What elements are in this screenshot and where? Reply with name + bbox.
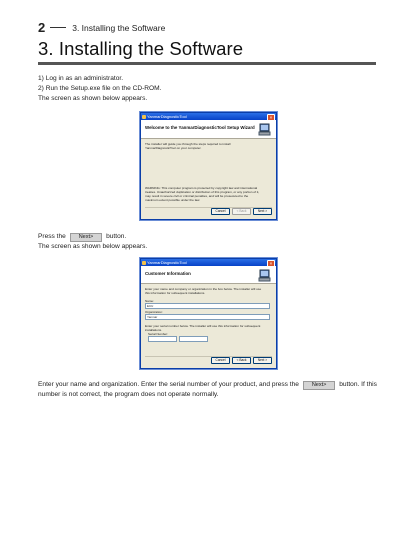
- header-rule: [50, 27, 66, 28]
- dialog-buttons: [211, 208, 272, 215]
- name-label: Name:: [145, 299, 154, 303]
- setup-welcome-dialog: [140, 112, 277, 220]
- step-2: 2) Run the Setup.exe file on the CD-ROM.: [38, 85, 162, 92]
- final-text-after: button. If this number is not correct, the program does not operate normally.: [38, 381, 377, 398]
- dialog-body: [141, 139, 276, 205]
- cancel-button[interactable]: Cancel: [211, 208, 230, 215]
- final-text-before: Enter your name and organization. Enter the serial number of your product, and press the: [38, 381, 299, 388]
- header-section: 3. Installing the Software: [72, 22, 166, 33]
- name-field[interactable]: ECU: [145, 303, 270, 309]
- page-number: 2: [38, 20, 46, 35]
- dialog-window-title: YanmarDiagnosticTool: [147, 114, 187, 119]
- dialog-titlebar: [141, 113, 276, 120]
- press-text-before: Press the: [38, 233, 66, 240]
- dialog-titlebar: [141, 259, 276, 266]
- dialog-heading: Customer Information: [145, 271, 191, 276]
- back-button[interactable]: < Back: [232, 208, 251, 215]
- organization-field[interactable]: Yanmar: [145, 314, 270, 320]
- press-text-after: button.: [106, 233, 127, 240]
- next-button[interactable]: Next >: [253, 357, 272, 364]
- dialog-heading: Welcome to the YanmarDiagnosticTool Setup Wizard: [145, 125, 255, 130]
- screen-appears-1: The screen as shown below appears.: [38, 95, 148, 102]
- serial-label: Serial Number:: [148, 332, 169, 336]
- title-underline: [38, 62, 376, 65]
- app-icon: [142, 261, 146, 265]
- serial-fields: [148, 336, 272, 342]
- serial-intro: Enter your serial number below. The installer will use this information for subsequent installations.: [145, 324, 261, 332]
- press-next-instruction: [38, 232, 126, 242]
- final-instruction: [38, 380, 378, 400]
- back-button[interactable]: < Back: [232, 357, 251, 364]
- dialog-body: [141, 284, 276, 345]
- screen-appears-2: The screen as shown below appears.: [38, 243, 148, 250]
- serial-field-2[interactable]: [179, 336, 208, 342]
- step-1: 1) Log in as an administrator.: [38, 75, 124, 82]
- running-header: [38, 20, 165, 35]
- customer-info-dialog: [140, 258, 277, 369]
- dialog-window-title: YanmarDiagnosticTool: [147, 260, 187, 265]
- dialog-warning: WARNING: This computer program is protected by copyright law and international treaties. Unauthorized duplication or distribution of this program, or any portion of it, may result in severe civil or criminal penalties, and will be prosecuted to the maximum extent possible under the law.: [145, 186, 260, 202]
- computer-setup-icon: [258, 122, 272, 136]
- close-icon[interactable]: ×: [267, 114, 275, 122]
- dialog-intro: The installer will guide you through the steps required to install YanmarDiagnosticTool on your computer.: [145, 142, 231, 150]
- next-button[interactable]: Next >: [253, 208, 272, 215]
- dialog-banner: [141, 120, 276, 139]
- page-title: 3. Installing the Software: [38, 38, 244, 59]
- app-icon: [142, 115, 146, 119]
- cancel-button[interactable]: Cancel: [211, 357, 230, 364]
- organization-label: Organization:: [145, 310, 163, 314]
- next-button-reference: Next>: [70, 233, 103, 242]
- next-button-reference: Next>: [303, 381, 336, 390]
- close-icon[interactable]: ×: [267, 260, 275, 268]
- dialog-buttons: [211, 357, 272, 364]
- computer-setup-icon: [258, 268, 272, 282]
- serial-field-1[interactable]: [148, 336, 177, 342]
- dialog-banner: [141, 266, 276, 284]
- dialog-intro: Enter your name and company or organization in the box below. The installer will use this information for subsequent installations.: [145, 287, 262, 295]
